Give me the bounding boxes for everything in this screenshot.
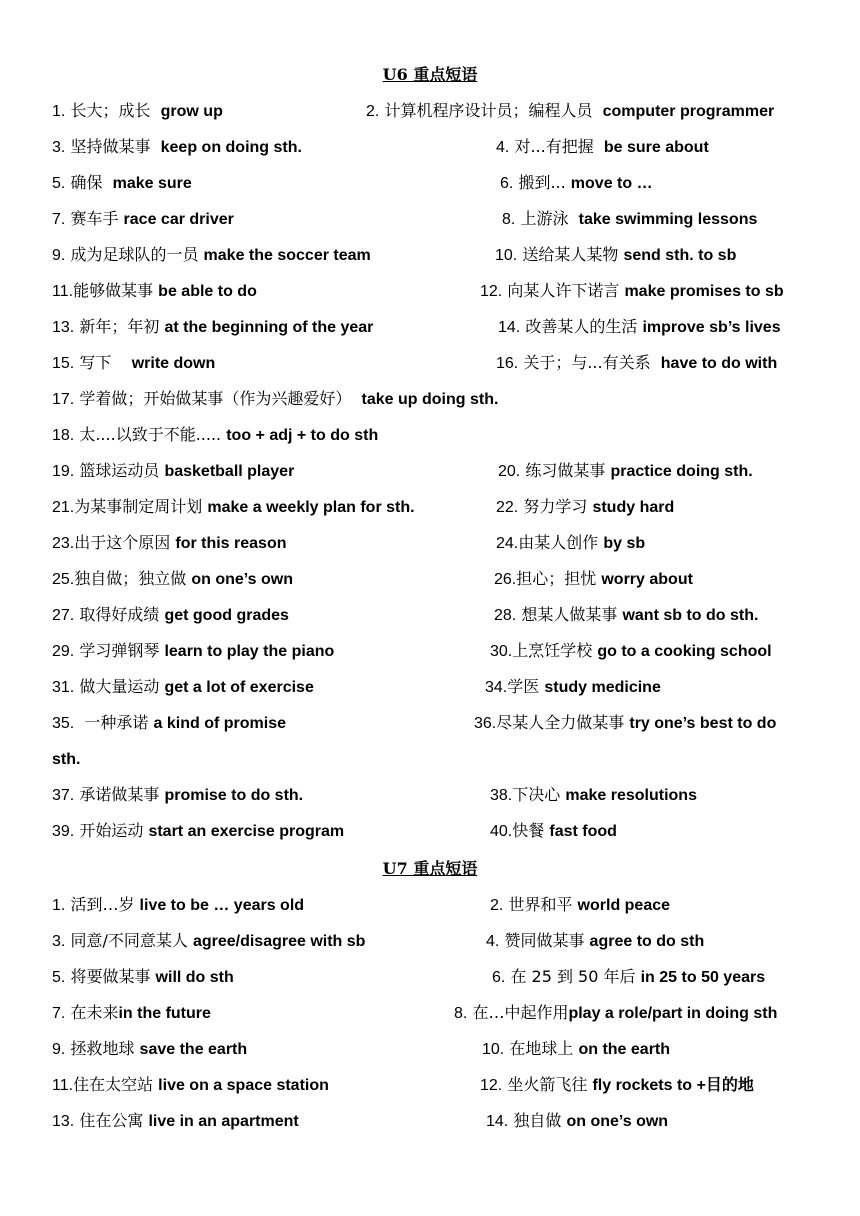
list-item: 3. 坚持做某事 keep on doing sth.: [52, 137, 302, 156]
list-item: 35. 一种承诺 a kind of promise: [52, 713, 286, 732]
list-item: 38.下决心 make resolutions: [490, 785, 697, 804]
list-item: 1. 长大；成长 grow up: [52, 101, 223, 120]
list-item: 17. 学着做；开始做某事（作为兴趣爱好） take up doing sth.: [52, 389, 499, 408]
list-item: 2. 世界和平 world peace: [490, 895, 671, 914]
list-item: 14. 改善某人的生活 improve sb’s lives: [498, 317, 781, 336]
list-item: 22. 努力学习 study hard: [496, 497, 675, 516]
list-item: 8. 上游泳 take swimming lessons: [502, 209, 758, 228]
list-item: 15. 写下 write down: [52, 353, 216, 372]
list-item: 6. 搬到... move to …: [500, 173, 653, 192]
list-item: 12. 向某人许下诺言 make promises to sb: [480, 281, 784, 300]
list-item: 11.住在太空站 live on a space station: [52, 1075, 329, 1094]
list-item: 1. 活到…岁 live to be … years old: [52, 895, 305, 914]
list-item: 37. 承诺做某事 promise to do sth.: [52, 785, 304, 804]
list-item: 7. 在未来in the future: [52, 1003, 211, 1022]
list-item: 3. 同意/不同意某人 agree/disagree with sb: [52, 931, 366, 950]
list-item: 36.尽某人全力做某事 try one’s best to do: [474, 713, 777, 732]
list-item: 4. 对...有把握 be sure about: [496, 137, 709, 156]
list-item: 27. 取得好成绩 get good grades: [52, 605, 289, 624]
list-item: 21.为某事制定周计划 make a weekly plan for sth.: [52, 497, 415, 516]
list-item: 25.独自做；独立做 on one’s own: [52, 569, 293, 588]
list-item: 26.担心；担忧 worry about: [494, 569, 693, 588]
list-item: 39. 开始运动 start an exercise program: [52, 821, 345, 840]
list-item: 18. 太....以致于不能..... too + adj + to do sth: [52, 425, 379, 444]
unit6-heading: U6 重点短语: [382, 65, 478, 84]
list-item: 7. 赛车手 race car driver: [52, 209, 234, 228]
list-item: 40.快餐 fast food: [490, 821, 617, 840]
list-item: 13. 住在公寓 live in an apartment: [52, 1111, 299, 1130]
list-item: 16. 关于；与...有关系 have to do with: [496, 353, 778, 372]
list-item: 9. 成为足球队的一员 make the soccer team: [52, 245, 371, 264]
list-item: 5. 确保 make sure: [52, 173, 192, 192]
list-item: 31. 做大量运动 get a lot of exercise: [52, 677, 314, 696]
unit7-heading: U7 重点短语: [382, 859, 478, 878]
list-item: 4. 赞同做某事 agree to do sth: [486, 931, 705, 950]
list-item: 8. 在…中起作用play a role/part in doing sth: [454, 1003, 778, 1022]
list-item: 34.学医 study medicine: [485, 677, 661, 696]
list-item: 13. 新年；年初 at the beginning of the year: [52, 317, 374, 336]
list-item: 11.能够做某事 be able to do: [52, 281, 257, 300]
list-item: 6. 在 25 到 50 年后 in 25 to 50 years: [492, 967, 766, 986]
list-item: 30.上烹饪学校 go to a cooking school: [490, 641, 772, 660]
list-item-continuation: sth.: [52, 751, 81, 768]
list-item: 29. 学习弹钢琴 learn to play the piano: [52, 641, 335, 660]
list-item: 10. 在地球上 on the earth: [482, 1039, 671, 1058]
list-item: 14. 独自做 on one’s own: [486, 1111, 669, 1130]
list-item: 28. 想某人做某事 want sb to do sth.: [494, 605, 759, 624]
list-item: 5. 将要做某事 will do sth: [52, 967, 234, 986]
list-item: 24.由某人创作 by sb: [496, 533, 646, 552]
list-item: 19. 篮球运动员 basketball player: [52, 461, 295, 480]
list-item: 2. 计算机程序设计员；编程人员 computer programmer: [366, 101, 775, 120]
list-item: 12. 坐火箭飞往 fly rockets to +目的地: [480, 1075, 754, 1094]
list-item: 23.出于这个原因 for this reason: [52, 533, 287, 552]
list-item: 9. 拯救地球 save the earth: [52, 1039, 248, 1058]
list-item: 20. 练习做某事 practice doing sth.: [498, 461, 753, 480]
list-item: 10. 送给某人某物 send sth. to sb: [495, 245, 737, 264]
